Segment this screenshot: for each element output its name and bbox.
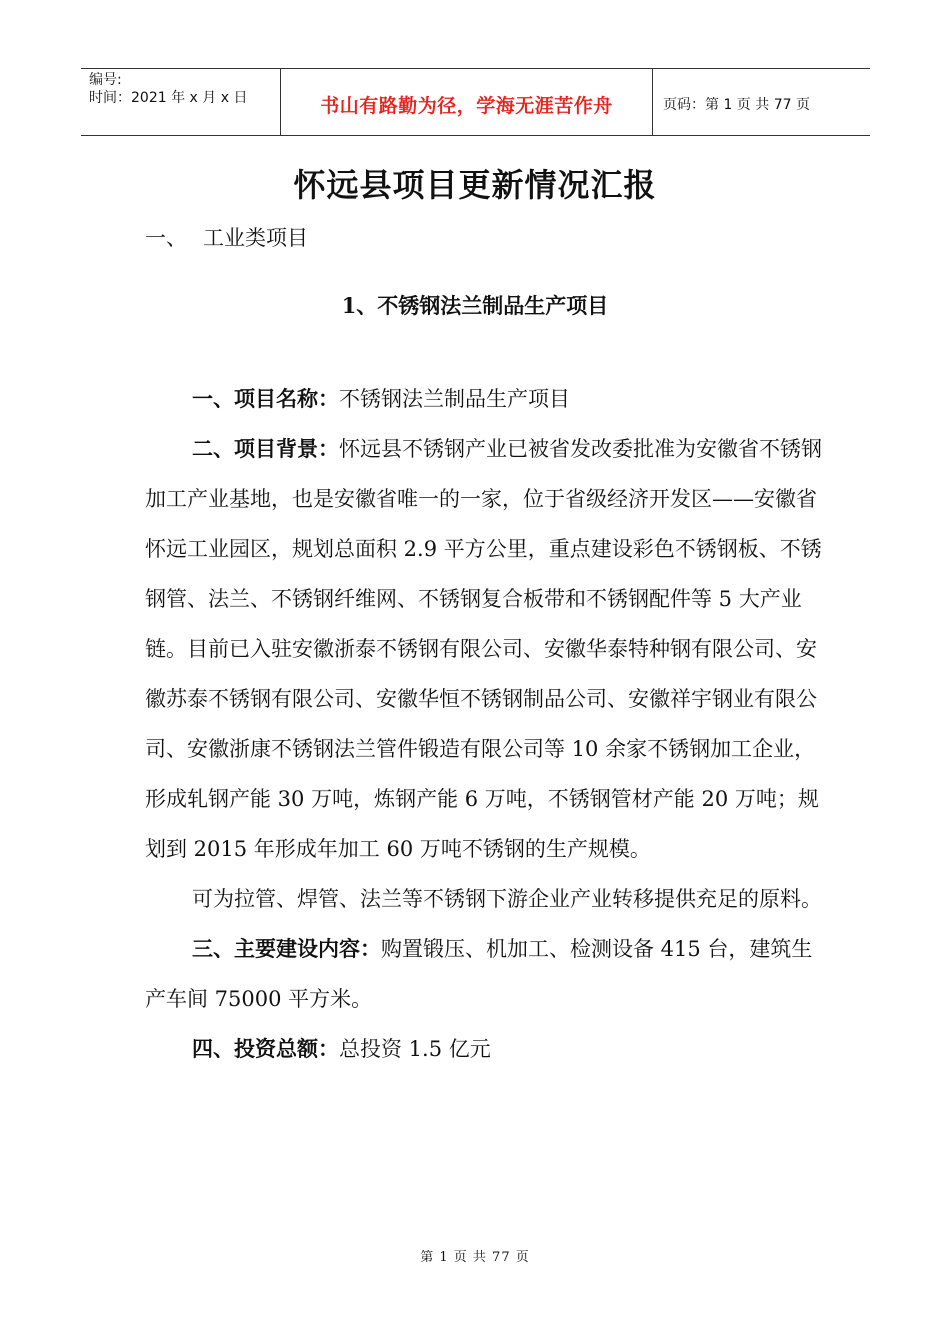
project-background-label: 二、项目背景： <box>192 437 339 461</box>
project-name-paragraph <box>145 374 825 424</box>
project-name-label: 一、项目名称： <box>192 387 339 411</box>
investment-text: 总投资 1.5 亿元 <box>339 1037 491 1061</box>
header-motto: 书山有路勤为径，学海无涯苦作舟 <box>281 69 653 135</box>
time-label: 时间：2021 年 x 月 x 日 <box>89 90 248 106</box>
document-header <box>81 68 870 136</box>
section-heading <box>145 222 308 252</box>
number-label: 编号: <box>89 72 122 88</box>
construction-paragraph <box>145 924 825 1024</box>
project-background-paragraph <box>145 424 825 874</box>
section-number: 一、 <box>145 226 187 250</box>
supply-paragraph: 可为拉管、焊管、法兰等不锈钢下游企业产业转移提供充足的原料。 <box>192 887 822 911</box>
construction-text: 购置锻压、机加工、检测设备 415 台，建筑生产车间 75000 平方米。 <box>145 937 813 1011</box>
header-meta <box>81 69 281 135</box>
project-title: 1、不锈钢法兰制品生产项目 <box>341 293 609 318</box>
construction-label: 三、主要建设内容： <box>192 937 381 961</box>
document-body <box>145 374 825 1074</box>
page-footer: 第 1 页 共 77 页 <box>420 1250 530 1265</box>
header-page-info: 页码：第 1 页 共 77 页 <box>663 97 810 113</box>
section-label: 工业类项目 <box>203 226 308 250</box>
investment-label: 四、投资总额： <box>192 1037 339 1061</box>
project-background-text: 怀远县不锈钢产业已被省发改委批准为安徽省不锈钢加工产业基地，也是安徽省唯一的一家，位于省级经济开发区——安徽省怀远工业园区，规划总面积 2.9 平方公里，重点建设彩色不锈钢板、不锈钢管、法兰、不锈钢纤维网、不锈钢复合板带和不锈钢配件等 5 大产业链。目前已入驻安徽浙泰不锈钢有限公司、安徽华泰特种钢有限公司、安徽苏泰不锈钢有限公司、安徽华恒不锈钢制品公司、安徽祥宇钢业有限公司、安徽浙康不锈钢法兰管件锻造有限公司等 10 余家不锈钢加工企业，形成轧钢产能 30 万吨，炼钢产能 6 万吨，不锈钢管材产能 20 万吨；规划到 2015 年形成年加工 60 万吨不锈钢的生产规模。 <box>145 437 822 861</box>
project-name-text: 不锈钢法兰制品生产项目 <box>339 387 570 411</box>
document-title: 怀远县项目更新情况汇报 <box>293 166 657 204</box>
investment-paragraph <box>145 1024 825 1074</box>
